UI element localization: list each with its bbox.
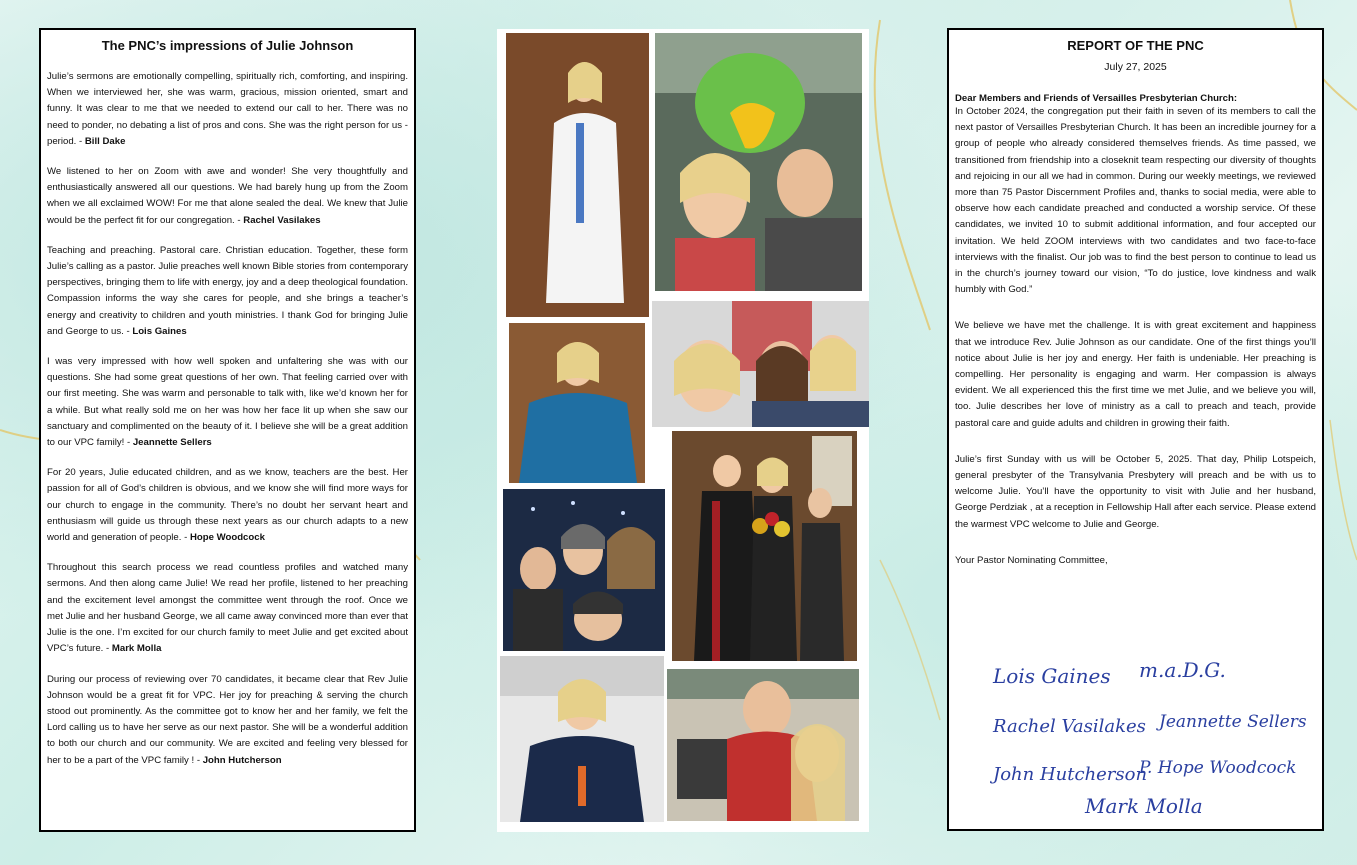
testimonial-4 — [47, 354, 408, 451]
signature-lois-gaines: Lois Gaines — [993, 664, 1111, 688]
testimonial-author: Hope Woodcock — [189, 532, 265, 544]
signature-initials: m.a.D.G. — [1139, 658, 1226, 682]
photo-julie-family-selfie-image — [652, 301, 869, 427]
testimonial-author: John Hutcherson — [202, 754, 282, 766]
signature-block — [949, 640, 1322, 830]
photo-julie-bears-jersey-image — [500, 656, 664, 822]
photo-julie-church-flowers-image — [672, 431, 857, 661]
testimonial-text: I was very impressed with how well spoken and unfaltering she was with our questions. She had some great questions of her own. That feeling carried over with our first meeting. She was warm and personable to talk with, like we’d known her for a while. But what really sold me on her was how her face lit up when she saw our sanctuary and complimented on the beauty of it. I believe she will be a great addition to our VPC family! - — [47, 356, 408, 449]
impressions-title: The PNC’s impressions of Julie Johnson — [101, 38, 354, 53]
testimonial-text: Teaching and preaching. Pastoral care. Christian education. Together, these form Julie’s calling as a pastor. Julie preaches well known Bible stories from contemporary perspectives, bringing them to life with energy, joy and a deep theological foundation. Compassion informs the way she cares for people, and she brings a teacher’s energy and creativity to children and youth ministries. I thank God for bringing Julie and George to us. - — [47, 244, 408, 337]
testimonial-text: Throughout this search process we read countless profiles and watched many sermons. And then along came Julie! We read her profile, listened to her preaching and the excitement level amongst the committee went through the roof. Once we met Julie and her husband George, we all came away convinced more than ever that Julie is the one. I’m excited for our church family to meet Julie and get excited about VPC’s future. - — [47, 562, 408, 655]
report-title: REPORT OF THE PNC — [1067, 38, 1204, 53]
photo-julie-robe-wave — [506, 33, 649, 317]
signature-mark-molla: Mark Molla — [1085, 794, 1203, 818]
signature-john-hutcherson: John Hutcherson — [993, 764, 1148, 785]
testimonial-text: During our process of reviewing over 70 candidates, it became clear that Rev Julie Johnson would be a great fit for VPC. Her joy for preaching & serving the church stood out prominently. As the committee got to know her and her family, we felt the Lord calling us to have her serve as our next pastor. She will be a wonderful addition to both our church and our community. We are excited and feeling very blessed for her to be a part of the VPC family ! - — [47, 673, 408, 766]
photo-julie-church-flowers — [672, 431, 857, 661]
photo-julie-reds-game — [667, 669, 859, 821]
photo-julie-winter-selfie-image — [503, 489, 665, 651]
testimonial-author: Jeannette Sellers — [132, 437, 212, 449]
testimonial-2 — [47, 164, 408, 229]
testimonial-text: Julie’s sermons are emotionally compelling, spiritually rich, comforting, and inspiring. When we interviewed her, she was warm, gracious, mission oriented, smart and funny. It was clear to me that we needed to extend our call to her. There was no need to ponder, no debating a list of pros and cons. She was the right person for us - period. - — [47, 71, 408, 147]
photo-julie-reds-game-image — [667, 669, 859, 821]
testimonial-5 — [47, 465, 408, 546]
testimonial-author: Mark Molla — [111, 643, 162, 655]
photo-julie-robe-wave-image — [506, 33, 649, 317]
impressions-panel — [39, 28, 416, 832]
report-salutation: Dear Members and Friends of Versailles Presbyterian Church: — [955, 93, 1238, 104]
photo-julie-winter-selfie — [503, 489, 665, 651]
signature-rachel-vasilakes: Rachel Vasilakes — [993, 716, 1146, 737]
report-closing: Your Pastor Nominating Committee, — [955, 554, 1108, 566]
report-paragraph-1: In October 2024, the congregation put their faith in seven of its members to call the next pastor of Versailles Presbyterian Church. It has been an incredible journey for a group of people who already considered themselves friends. As time passed, we transitioned from friendship into a closeknit team respecting our diversity of thoughts and rejoicing in our all we had in common. During our weekly meetings, we reviewed more than 75 Pastor Discernment Profiles and, thanks to social media, were able to observe how each candidate preached and conducted a worship service. Of these candidates, we invited 10 to submit additional information, and four accepted our invitation. We held ZOOM interviews with two candidates and two face-to-face interviews with the finalist. Our job was to find the best person to continue to lead us in the church’s journey toward our vision, “To do justice, love kindness and walk humbly with God.” — [955, 106, 1316, 296]
signature-hope-woodcock: P. Hope Woodcock — [1139, 758, 1297, 778]
testimonial-author: Lois Gaines — [132, 325, 187, 337]
testimonial-text: We listened to her on Zoom with awe and wonder! She very thoughtfully and enthusiastically answered all our questions. We had barely hung up from the Zoom when we all exclaimed WOW! For me that alone sealed the deal. We knew that Julie would be the perfect fit for our congregation. - — [47, 166, 408, 226]
photo-julie-blue-sweater — [509, 323, 645, 483]
testimonial-3 — [47, 243, 408, 340]
testimonial-author: Rachel Vasilakes — [243, 214, 321, 226]
report-panel — [947, 28, 1324, 831]
photo-julie-blue-sweater-image — [509, 323, 645, 483]
photo-julie-family-selfie — [652, 301, 869, 427]
report-paragraph-2: We believe we have met the challenge. It is with great excitement and happiness that we introduce Rev. Julie Johnson as our candidate. One of the first things you’ll notice about Julie is her joy and energy. Her faith is undeniable. Her preaching is compelling. Her personality is engaging and warm. Her compassion is always evident. We all experienced this the first time we met Julie, and we believe you will, too. Julie describes her love of ministry as a call to preach and teach, provide pastoral care and guide adults and children in growing their faith. — [955, 320, 1316, 429]
report-paragraph-3: Julie’s first Sunday with us will be October 5, 2025. That day, Philip Lotspeich, general presbyter of the Transylvania Presbytery will preach and be with us to welcome Julie. You’ll have the opportunity to visit with Julie and her husband, George Perdziak , at a reception in Fellowship Hall after each service. Please extend the warmest VPC welcome to Julie and George. — [955, 453, 1316, 530]
photo-julie-mascot-selfie-image — [655, 33, 862, 291]
photo-julie-bears-jersey — [500, 656, 664, 822]
signature-jeannette-sellers: Jeannette Sellers — [1159, 712, 1307, 732]
testimonial-1 — [47, 69, 408, 150]
photo-julie-mascot-selfie — [655, 33, 862, 291]
report-date: July 27, 2025 — [1104, 61, 1167, 73]
testimonial-text: For 20 years, Julie educated children, and as we know, teachers are the best. Her passion for all of God’s children is obvious, and we know she will find more ways for our church to engage in the community. There’s no doubt her servant heart and enthusiasm will guide us through these next years as our church adapts to a new world and generation of people. - — [47, 467, 408, 544]
testimonial-author: Bill Dake — [84, 135, 126, 147]
testimonial-7 — [47, 672, 408, 769]
photo-collage — [497, 29, 869, 832]
testimonial-6 — [47, 560, 408, 657]
